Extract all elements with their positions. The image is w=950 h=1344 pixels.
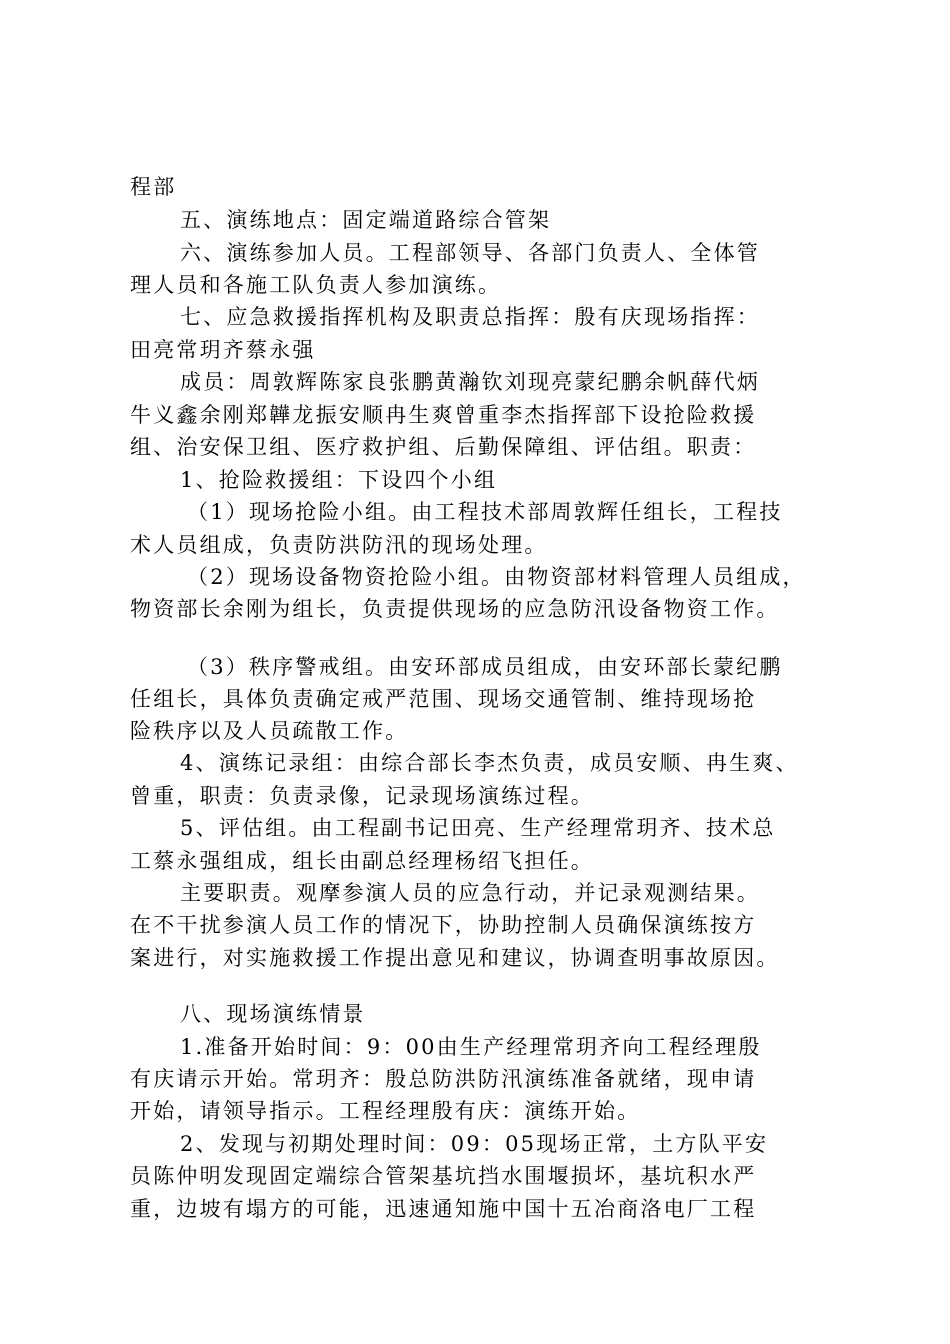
section-heading: 七、应急救援指挥机构及职责总指挥：殷有庆现场指挥： (180, 305, 760, 329)
text-line: 术人员组成，负责防洪防汛的现场处理。 (130, 533, 548, 557)
section-heading: 八、现场演练情景 (180, 1002, 366, 1026)
text-line: （2）现场设备物资抢险小组。由物资部材料管理人员组成， (187, 565, 806, 589)
text-line: 组、治安保卫组、医疗救护组、后勤保障组、评估组。职责： (130, 435, 757, 459)
text-line: 案进行，对实施救援工作提出意见和建议，协调查明事故原因。 (130, 946, 780, 970)
text-line: 2、发现与初期处理时间：09：05现场正常，土方队平安 (180, 1132, 769, 1156)
text-line: 主要职责。观摩参演人员的应急行动，并记录观测结果。 (180, 881, 760, 905)
text-line: （3）秩序警戒组。由安环部成员组成，由安环部长蒙纪鹏 (187, 655, 783, 679)
text-line: 1、抢险救援组：下设四个小组 (180, 468, 498, 492)
text-line: 在不干扰参演人员工作的情况下，协助控制人员确保演练按方 (130, 913, 757, 937)
text-line: 险秩序以及人员疏散工作。 (130, 719, 409, 743)
text-line: 田亮常玥齐蔡永强 (130, 338, 316, 362)
text-line: 牛义鑫余刚郑韡龙振安顺冉生爽曾重李杰指挥部下设抢险救援 (130, 403, 757, 427)
text-line: 有庆请示开始。常玥齐：殷总防洪防汛演练准备就绪，现申请 (130, 1067, 757, 1091)
text-line: 1.准备开始时间：9：00由生产经理常玥齐向工程经理殷 (180, 1035, 762, 1059)
text-line: 4、演练记录组：由综合部长李杰负责，成员安顺、冉生爽、 (180, 751, 799, 775)
text-line: 任组长，具体负责确定戒严范围、现场交通管制、维持现场抢 (130, 687, 757, 711)
section-heading: 五、演练地点：固定端道路综合管架 (180, 208, 552, 232)
text-line: 员陈仲明发现固定端综合管架基坑挡水围堰损坏，基坑积水严 (130, 1164, 757, 1188)
text-line: 工蔡永强组成，组长由副总经理杨绍飞担任。 (130, 849, 594, 873)
text-line: 5、评估组。由工程副书记田亮、生产经理常玥齐、技术总 (180, 816, 776, 840)
text-line: 曾重，职责：负责录像，记录现场演练过程。 (130, 784, 594, 808)
section-heading: 六、演练参加人员。工程部领导、各部门负责人、全体管 (180, 241, 760, 265)
text-line: （1）现场抢险小组。由工程技术部周敦辉任组长，工程技 (187, 500, 783, 524)
text-line: 程部 (130, 175, 177, 199)
text-line: 重，边坡有塌方的可能，迅速通知施中国十五冶商洛电厂工程 (130, 1197, 757, 1221)
text-line: 物资部长余刚为组长，负责提供现场的应急防汛设备物资工作。 (130, 597, 780, 621)
text-line: 成员：周敦辉陈家良张鹏黄瀚钦刘现亮蒙纪鹏余帆薛代炳 (180, 370, 760, 394)
text-line: 理人员和各施工队负责人参加演练。 (130, 273, 502, 297)
text-line: 开始，请领导指示。工程经理殷有庆：演练开始。 (130, 1099, 641, 1123)
